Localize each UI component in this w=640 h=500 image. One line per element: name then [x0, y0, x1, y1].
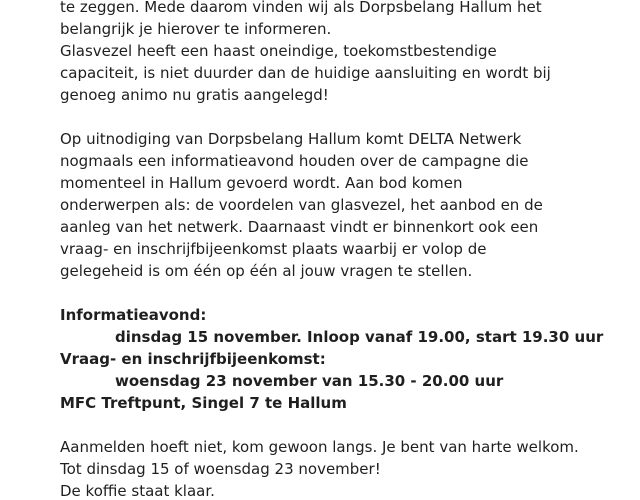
paragraph-spacer [60, 106, 620, 128]
text-line: momenteel in Hallum gevoerd wordt. Aan bod komen [60, 174, 463, 192]
text-line: genoeg animo nu gratis aangelegd! [60, 86, 329, 104]
text-line: te zeggen. Mede daarom vinden wij als Dorpsbelang Hallum het [60, 0, 542, 16]
text-line: aanleg van het netwerk. Daarnaast vindt er binnenkort ook een [60, 218, 539, 236]
text-line: belangrijk je hierover te informeren. [60, 20, 332, 38]
text-line: gelegeheid is om één op één al jouw vragen te stellen. [60, 262, 473, 280]
text-line: Op uitnodiging van Dorpsbelang Hallum komt DELTA Netwerk [60, 130, 522, 148]
text-line: Glasvezel heeft een haast oneindige, toekomstbestendige [60, 42, 497, 60]
qa-session-label: Vraag- en inschrijfbijeenkomst: [60, 350, 326, 368]
text-line: capaciteit, is niet duurder dan de huidige aansluiting en wordt bij [60, 64, 551, 82]
text-line: Aanmelden hoeft niet, kom gewoon langs. Je bent van harte welkom. [60, 438, 579, 456]
paragraph-closing [60, 436, 620, 500]
text-line: nogmaals een informatieavond houden over de campagne die [60, 152, 529, 170]
info-evening-datetime: dinsdag 15 november. Inloop vanaf 19.00, start 19.30 uur [115, 328, 604, 346]
paragraph-invitation [60, 128, 620, 282]
text-line: onderwerpen als: de voordelen van glasvezel, het aanbod en de [60, 196, 543, 214]
paragraph-spacer [60, 282, 620, 304]
event-location: MFC Treftpunt, Singel 7 te Hallum [60, 394, 347, 412]
qa-session-datetime: woensdag 23 november van 15.30 - 20.00 uur [115, 372, 504, 390]
text-line: Tot dinsdag 15 of woensdag 23 november! [60, 460, 381, 478]
event-schedule [60, 304, 620, 414]
letter-body [60, 0, 620, 500]
text-line: vraag- en inschrijfbijeenkomst plaats waarbij er volop de [60, 240, 487, 258]
info-evening-label: Informatieavond: [60, 306, 207, 324]
text-line: De koffie staat klaar. [60, 482, 215, 500]
paragraph-spacer [60, 414, 620, 436]
paragraph-intro [60, 0, 620, 106]
